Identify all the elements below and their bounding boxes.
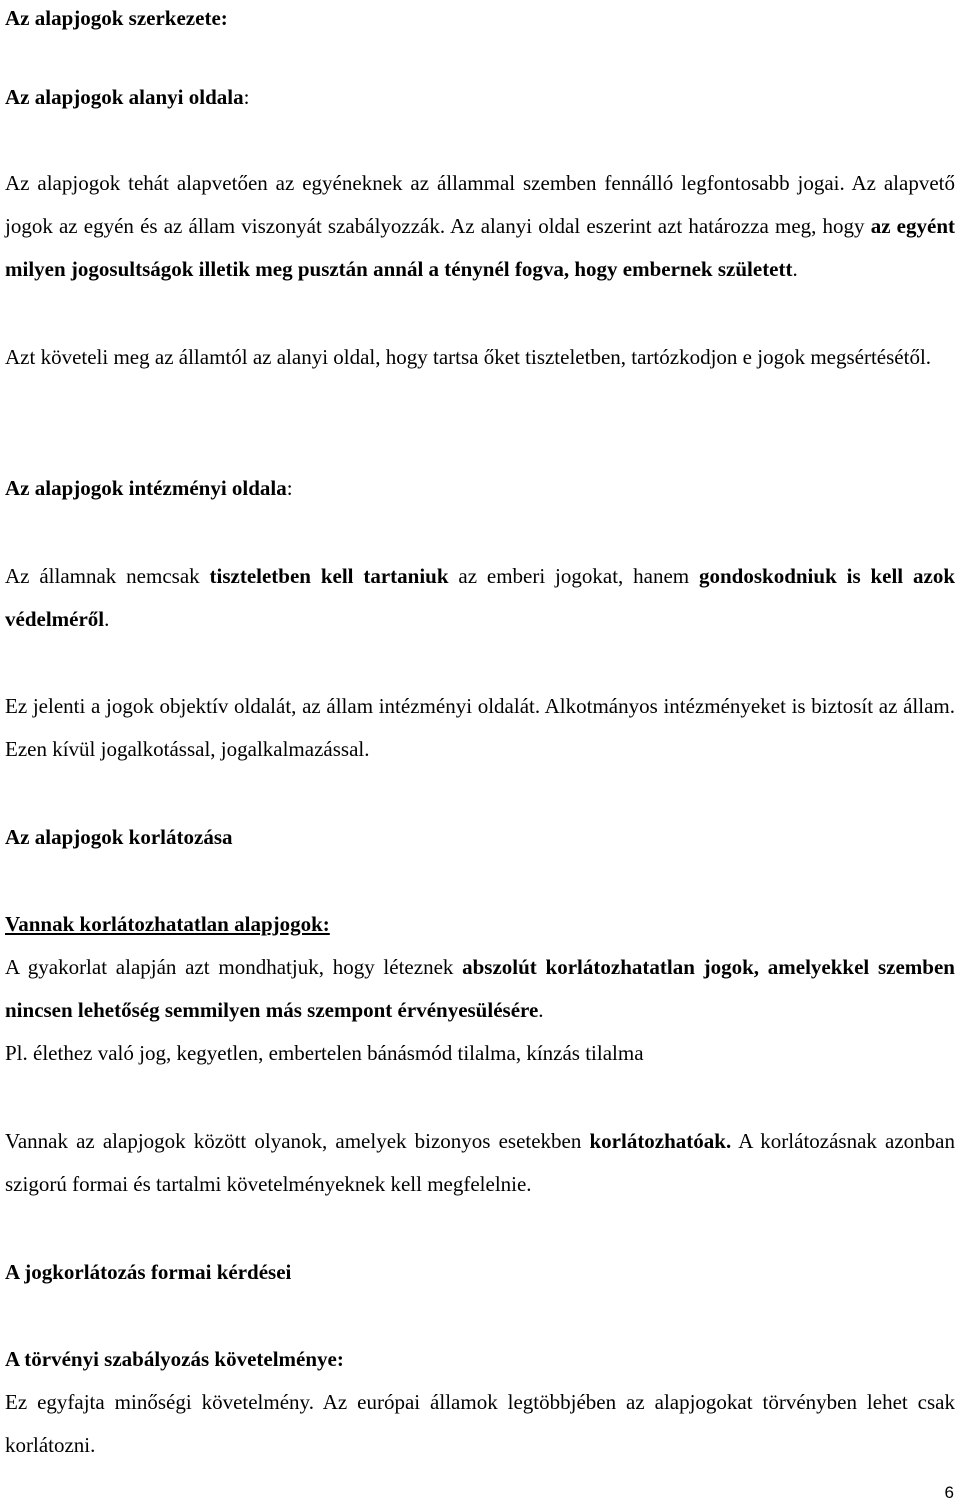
heading-alanyi-text: Az alapjogok alanyi oldala — [5, 85, 244, 109]
paragraph-intezmenyi-2: Ez jelenti a jogok objektív oldalát, az állam intézményi oldalát. Alkotmányos intézményeket is biztosít az állam. Ezen kívül jogalkotással, jogalkalmazással. — [5, 694, 955, 761]
bold-run: korlátozhatóak. — [589, 1129, 732, 1153]
paragraph-alanyi-2: Azt követeli meg az államtól az alanyi oldal, hogy tartsa őket tiszteletben, tartózkodjon e jogok megsértésétől. — [5, 345, 932, 369]
paragraph-intezmenyi-1 — [5, 555, 955, 641]
bold-run: gondoskodniuk is kell azok védelméről — [5, 564, 955, 631]
paragraph-korlatozas-2: Pl. élethez való jog, kegyetlen, embertelen bánásmód tilalma, kínzás tilalma — [5, 1041, 644, 1065]
bold-run: az egyént milyen jogosultságok illetik meg pusztán annál a ténynél fogva, hogy embernek született — [5, 214, 955, 281]
paragraph-alanyi-1 — [5, 162, 955, 291]
heading-intezmenyi — [5, 467, 955, 510]
heading-korlatozas: Az alapjogok korlátozása — [5, 825, 233, 849]
heading-formai: A jogkorlátozás formai kérdései — [5, 1260, 292, 1284]
text-run: A gyakorlat alapján azt mondhatjuk, hogy léteznek — [5, 955, 463, 979]
heading-structure: Az alapjogok szerkezete: — [5, 6, 228, 30]
heading-alanyi — [5, 76, 955, 119]
paragraph-korlatozas-3 — [5, 1120, 955, 1206]
text-run: . — [538, 998, 544, 1022]
text-run: Az alapjogok tehát alapvetően az egyéneknek az állammal szemben fennálló legfontosabb jogai. Az alapvető jogok az egyén és az állam viszonyát szabályozzák. Az alanyi oldal eszerint azt határozza meg, hogy — [5, 171, 955, 238]
page-number: 6 — [944, 1483, 954, 1502]
heading-alanyi-colon: : — [243, 85, 250, 109]
text-run: Vannak az alapjogok között olyanok, amelyek bizonyos esetekben — [5, 1129, 590, 1153]
paragraph-formai-1: Ez egyfajta minőségi követelmény. Az európai államok legtöbbjében az alapjogokat törvényben lehet csak korlátozni. — [5, 1390, 955, 1457]
heading-intezmenyi-text: Az alapjogok intézményi oldala — [5, 476, 287, 500]
text-run: . — [104, 607, 110, 631]
text-run: . — [792, 257, 798, 281]
bold-run: abszolút korlátozhatatlan jogok, amelyekkel szemben nincsen lehetőség semmilyen más szempont érvényesülésére — [5, 955, 955, 1022]
heading-intezmenyi-colon: : — [286, 476, 293, 500]
subheading-korlatozhatatlan: Vannak korlátozhatatlan alapjogok: — [5, 912, 330, 936]
text-run: A korlátozásnak azonban szigorú formai és tartalmi követelményeknek kell megfelelnie. — [5, 1129, 955, 1196]
text-run: az emberi jogokat, hanem — [448, 564, 699, 588]
subheading-torvenyi: A törvényi szabályozás követelménye: — [5, 1347, 344, 1371]
text-run: Az államnak nemcsak — [5, 564, 210, 588]
bold-run: tiszteletben kell tartaniuk — [209, 564, 449, 588]
paragraph-korlatozas-1 — [5, 946, 955, 1032]
